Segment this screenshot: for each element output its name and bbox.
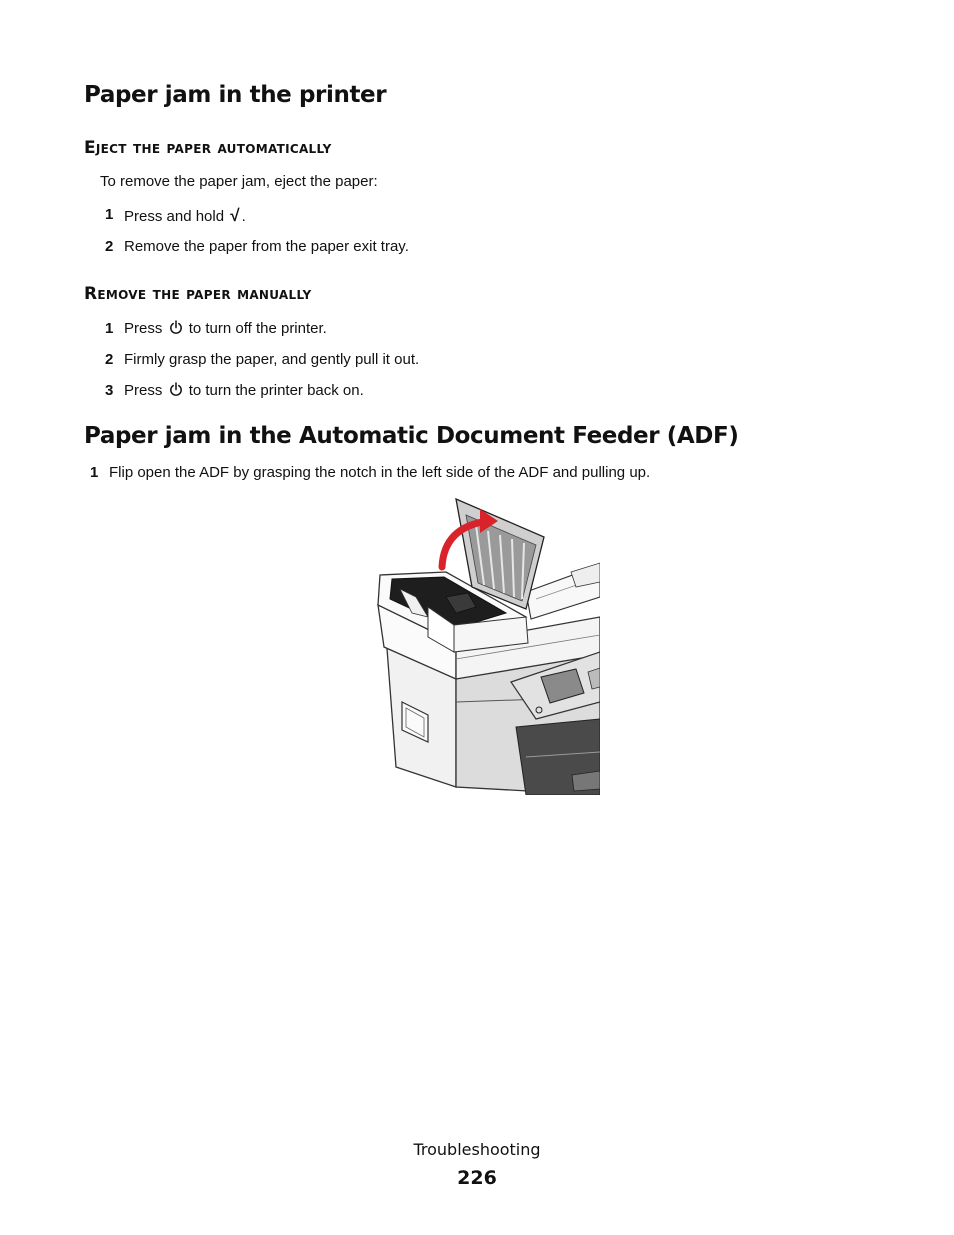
step-number: 2 [105,351,114,368]
step-text-after: . [241,208,246,225]
step-number: 3 [105,382,114,399]
step-number: 1 [105,320,114,337]
subheading-remove-manually: Remove the paper manually [84,284,312,304]
step-number: 1 [90,464,99,481]
step-number: 1 [105,206,114,223]
eject-intro: To remove the paper jam, eject the paper: [100,173,378,190]
section-title-adf-jam: Paper jam in the Automatic Document Feeder (ADF) [84,423,739,449]
footer-section-label: Troubleshooting [413,1140,541,1159]
step-text-before: Press [124,320,163,337]
power-icon [169,320,183,335]
check-icon: √ [230,206,240,225]
subheading-eject-automatically: Eject the paper automatically [84,138,332,158]
step-text-before: Press and hold [124,208,225,225]
step-text-after: to turn the printer back on. [188,382,364,399]
step-text: Firmly grasp the paper, and gently pull it out. [124,351,420,368]
section-title-printer-jam: Paper jam in the printer [84,82,387,108]
step-text: Flip open the ADF by grasping the notch in the left side of the ADF and pulling up. [109,464,651,481]
page-number: 226 [457,1167,497,1189]
step-text: Remove the paper from the paper exit tray. [124,238,409,255]
printer-adf-open-illustration [376,497,600,795]
step-text-after: to turn off the printer. [188,320,327,337]
step-text-before: Press [124,382,163,399]
power-icon [169,382,183,397]
step-number: 2 [105,238,114,255]
